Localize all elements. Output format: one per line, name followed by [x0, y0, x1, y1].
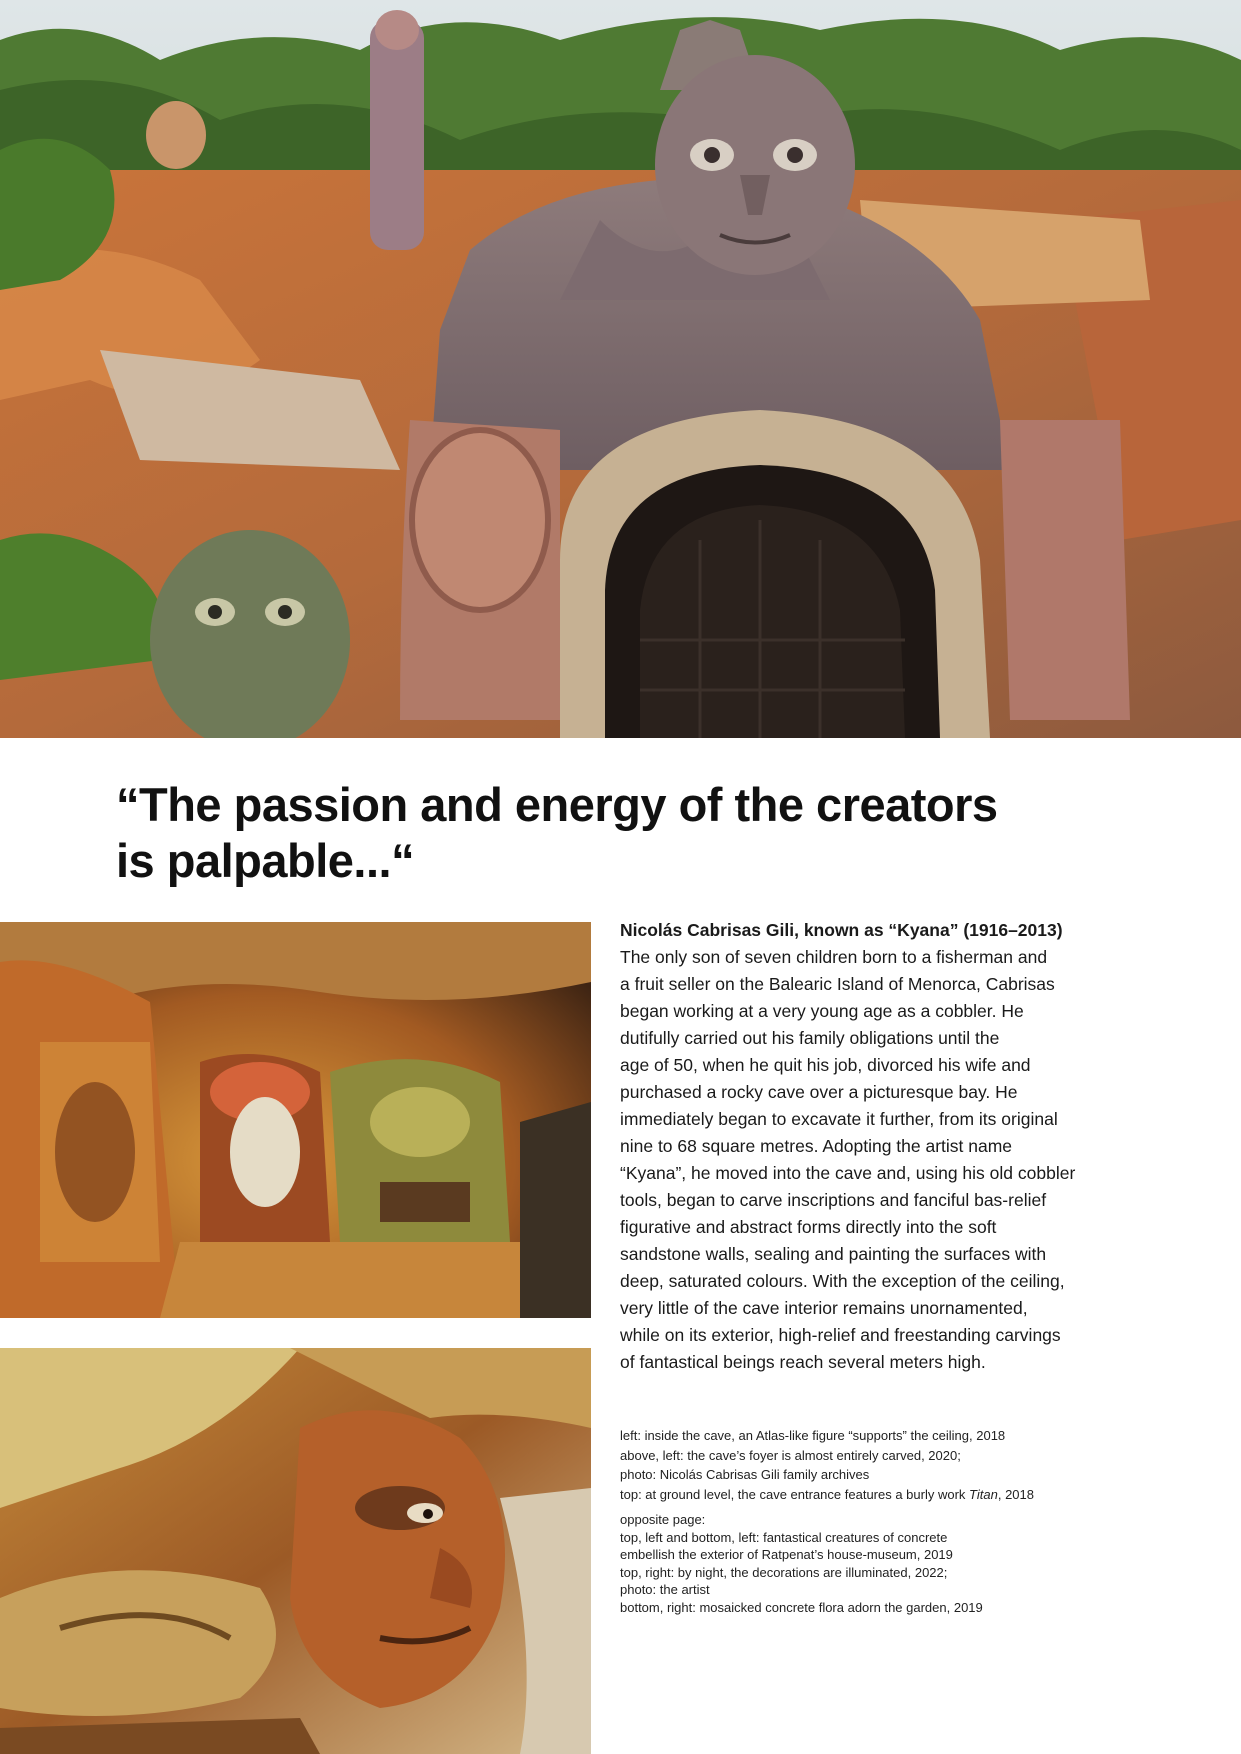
caption-photo-credit: photo: Nicolás Cabrisas Gili family archives: [620, 1467, 870, 1482]
titan-sculpture-image: [0, 0, 1241, 738]
article-line: very little of the cave interior remains unornamented,: [620, 1298, 1028, 1318]
pull-quote-line-1: “The passion and energy of the creators: [116, 778, 998, 831]
article-line: began working at a very young age as a cobbler. He: [620, 1001, 1024, 1021]
cave-foyer-image: [0, 922, 591, 1318]
article: [620, 917, 1100, 1376]
cave-foyer-photo: [0, 922, 591, 1318]
article-heading: Nicolás Cabrisas Gili, known as “Kyana” (1916–2013): [620, 920, 1063, 940]
photo-captions: [620, 1426, 1180, 1623]
article-line: figurative and abstract forms directly into the soft: [620, 1217, 997, 1237]
caption-opposite-credit: photo: the artist: [620, 1582, 710, 1597]
captions-this-page: [620, 1426, 1180, 1504]
caption-opposite-left: top, left and bottom, left: fantastical creatures of concrete: [620, 1529, 948, 1545]
article-line: “Kyana”, he moved into the cave and, using his old cobbler: [620, 1163, 1076, 1183]
caption-top-year: , 2018: [997, 1486, 1034, 1502]
captions-opposite-page: [620, 1511, 1180, 1616]
article-line: age of 50, when he quit his job, divorced his wife and: [620, 1055, 1031, 1075]
article-line: The only son of seven children born to a fisherman and: [620, 947, 1048, 967]
article-line: dutifully carried out his family obligations until the: [620, 1028, 1000, 1048]
caption-above-left: above, left: the cave’s foyer is almost entirely carved, 2020;: [620, 1447, 961, 1463]
pull-quote-line-2: is palpable...“: [116, 834, 415, 887]
atlas-figure-image: [0, 1348, 591, 1754]
article-line: immediately began to excavate it further, from its original: [620, 1109, 1058, 1129]
hero-photo-titan: [0, 0, 1241, 738]
caption-top-text: top: at ground level, the cave entrance features a burly work: [620, 1486, 970, 1502]
caption-opposite-bottom-right: bottom, right: mosaicked concrete flora adorn the garden, 2019: [620, 1599, 983, 1615]
caption-top: [620, 1485, 1180, 1505]
article-line: of fantastical beings reach several meters high.: [620, 1352, 986, 1372]
atlas-figure-photo: [0, 1348, 591, 1754]
caption-opposite-heading: opposite page:: [620, 1512, 706, 1527]
article-line: deep, saturated colours. With the exception of the ceiling,: [620, 1271, 1065, 1291]
article-line: tools, began to carve inscriptions and fanciful bas-relief: [620, 1190, 1047, 1210]
artwork-title: Titan: [969, 1486, 998, 1502]
article-line: while on its exterior, high-relief and freestanding carvings: [620, 1325, 1061, 1345]
caption-opposite-right: top, right: by night, the decorations are illuminated, 2022;: [620, 1564, 948, 1580]
article-line: purchased a rocky cave over a picturesque bay. He: [620, 1082, 1018, 1102]
article-line: sandstone walls, sealing and painting the surfaces with: [620, 1244, 1047, 1264]
caption-opposite-left-cont: embellish the exterior of Ratpenat’s house-museum, 2019: [620, 1547, 953, 1562]
article-line: a fruit seller on the Balearic Island of Menorca, Cabrisas: [620, 974, 1055, 994]
caption-left: left: inside the cave, an Atlas-like figure “supports” the ceiling, 2018: [620, 1428, 1006, 1443]
article-body: [620, 944, 1100, 1376]
pull-quote: [116, 777, 1116, 889]
article-line: nine to 68 square metres. Adopting the artist name: [620, 1136, 1013, 1156]
